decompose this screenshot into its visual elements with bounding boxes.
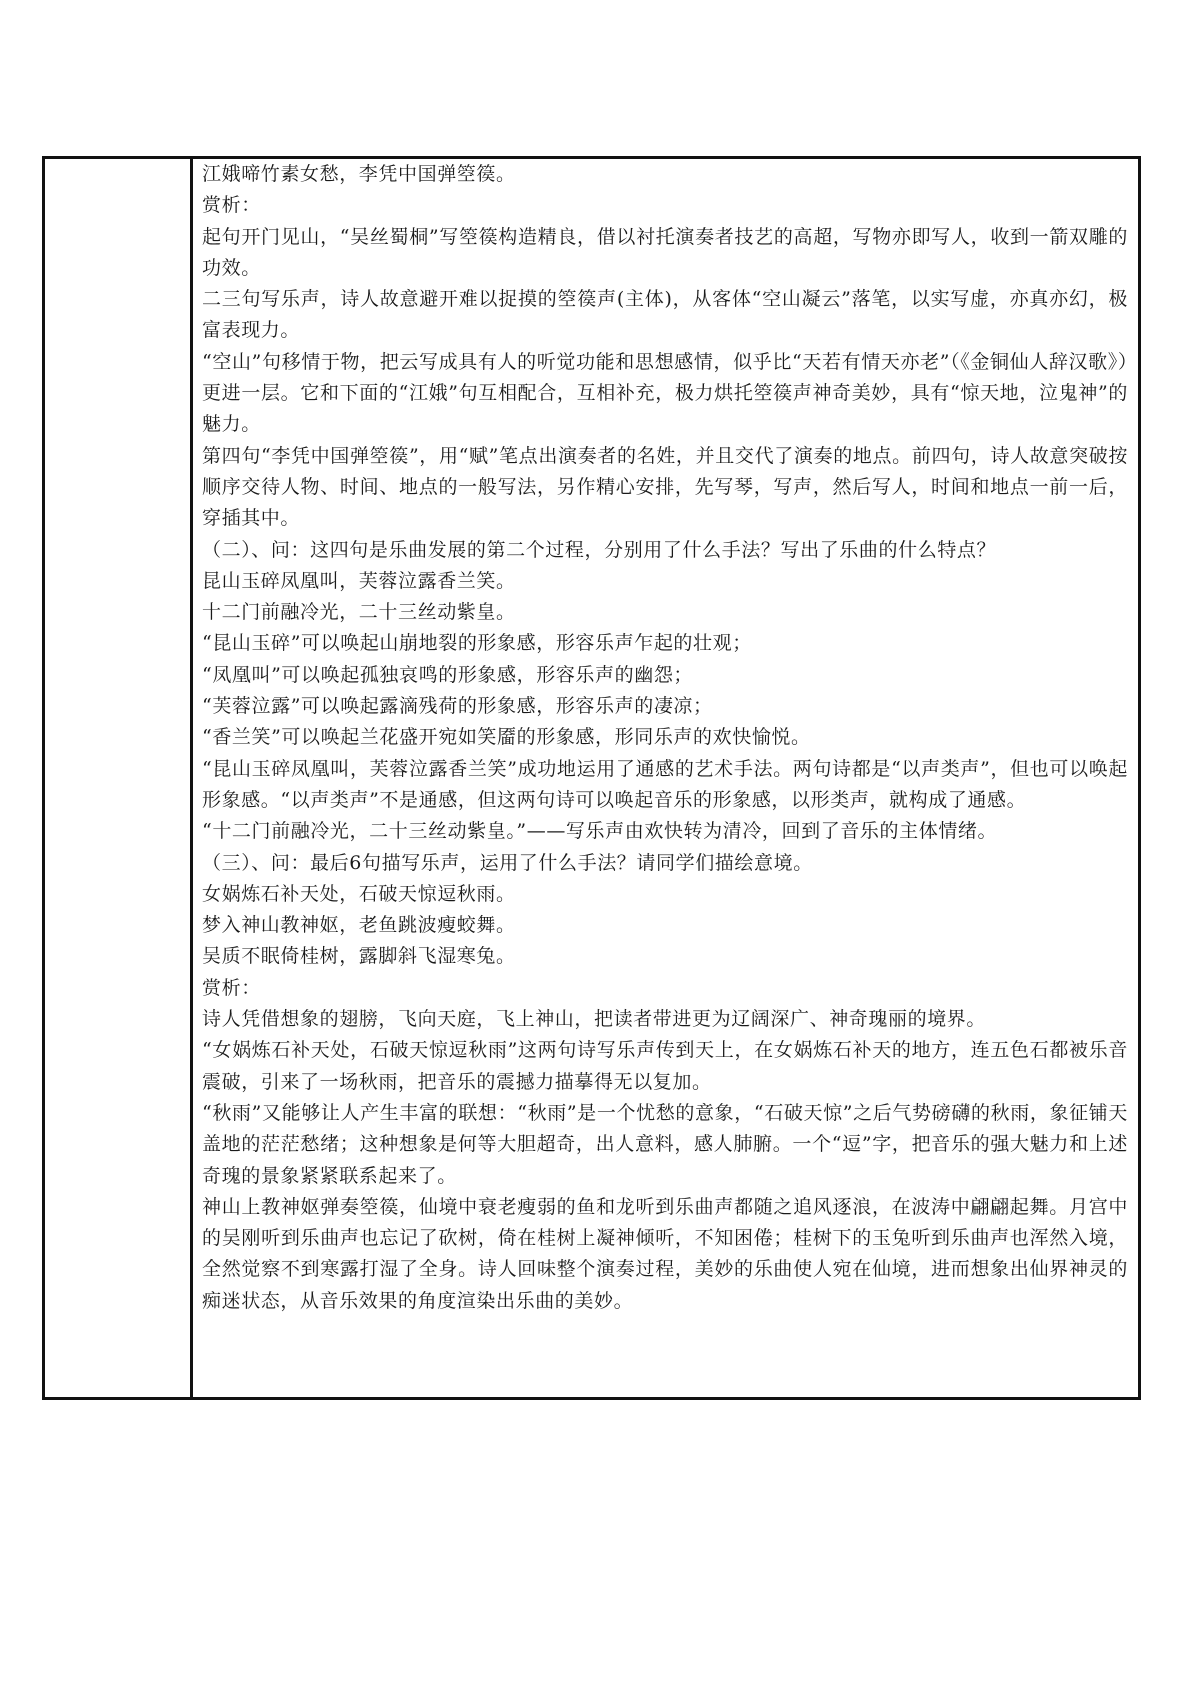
paragraph: “昆山玉碎”可以唤起山崩地裂的形象感，形容乐声乍起的壮观；	[202, 632, 752, 655]
paragraph: “芙蓉泣露”可以唤起露滴残荷的形象感，形容乐声的凄凉；	[202, 695, 713, 718]
left-column-cell	[45, 159, 193, 1397]
paragraph: 神山上教神妪弹奏箜篌，仙境中衰老瘦弱的鱼和龙听到乐曲声都随之追风逐浪，在波涛中翩翩起舞。月宫中的吴刚听到乐曲声也忘记了砍树，倚在桂树上凝神倾听，不知困倦；桂树下的玉兔听到乐曲声也浑然入境，全然觉察不到寒露打湿了全身。诗人回味整个演奏过程，美妙的乐曲使人宛在仙境，进而想象出仙界神灵的痴迷状态，从音乐效果的角度渲染出乐曲的美妙。	[202, 1195, 1128, 1312]
paragraph: （二）、问：这四句是乐曲发展的第二个过程，分别用了什么手法？写出了乐曲的什么特点？	[202, 538, 997, 561]
right-column-cell	[193, 159, 1138, 1397]
paragraph: 梦入神山教神妪，老鱼跳波瘦蛟舞。	[202, 914, 516, 937]
paragraph: 第四句“李凭中国弹箜篌”，用“赋”笔点出演奏者的名姓，并且交代了演奏的地点。前四句，诗人故意突破按顺序交待人物、时间、地点的一般写法，另作精心安排，先写琴，写声，然后写人，时间和地点一前一后，穿插其中。	[202, 444, 1128, 530]
paragraph: “十二门前融冷光，二十三丝动紫皇。”——写乐声由欢快转为清冷，回到了音乐的主体情绪。	[202, 820, 998, 843]
paragraph: 十二门前融冷光，二十三丝动紫皇。	[202, 601, 516, 624]
paragraph: “香兰笑”可以唤起兰花盛开宛如笑靥的形象感，形同乐声的欢快愉悦。	[202, 726, 811, 749]
analysis-text	[202, 159, 1128, 1317]
paragraph: 昆山玉碎凤凰叫，芙蓉泣露香兰笑。	[202, 569, 516, 592]
paragraph: “空山”句移情于物，把云写成具有人的听觉功能和思想感情，似乎比“天若有情天亦老”（《金铜仙人辞汉歌》）更进一层。它和下面的“江娥”句互相配合，互相补充，极力烘托箜篌声神奇美妙，具有“惊天地，泣鬼神”的魅力。	[202, 350, 1128, 436]
paragraph: “女娲炼石补天处，石破天惊逗秋雨”这两句诗写乐声传到天上，在女娲炼石补天的地方，连五色石都被乐音震破，引来了一场秋雨，把音乐的震撼力描摹得无以复加。	[202, 1039, 1128, 1093]
content-table	[42, 156, 1141, 1400]
paragraph: 二三句写乐声，诗人故意避开难以捉摸的箜篌声(主体)，从客体“空山凝云”落笔，以实写虚，亦真亦幻，极富表现力。	[202, 288, 1128, 342]
paragraph: 江娥啼竹素女愁，李凭中国弹箜篌。	[202, 163, 516, 185]
paragraph: 女娲炼石补天处，石破天惊逗秋雨。	[202, 882, 516, 905]
paragraph: 赏析：	[202, 976, 261, 999]
paragraph: （三）、问：最后6句描写乐声，运用了什么手法？请同学们描绘意境。	[202, 851, 813, 874]
paragraph: “秋雨”又能够让人产生丰富的联想：“秋雨”是一个忧愁的意象，“石破天惊”之后气势磅礴的秋雨，象征铺天盖地的茫茫愁绪；这种想象是何等大胆超奇，出人意料，感人肺腑。一个“逗”字，把音乐的强大魅力和上述奇瑰的景象紧紧联系起来了。	[202, 1101, 1128, 1187]
paragraph: “昆山玉碎凤凰叫，芙蓉泣露香兰笑”成功地运用了通感的艺术手法。两句诗都是“以声类声”，但也可以唤起形象感。“以声类声”不是通感，但这两句诗可以唤起音乐的形象感，以形类声，就构成了通感。	[202, 757, 1128, 811]
paragraph: “凤凰叫”可以唤起孤独哀鸣的形象感，形容乐声的幽怨；	[202, 663, 694, 686]
paragraph: 诗人凭借想象的翅膀，飞向天庭，飞上神山，把读者带进更为辽阔深广、神奇瑰丽的境界。	[202, 1008, 987, 1031]
paragraph: 起句开门见山，“吴丝蜀桐”写箜篌构造精良，借以衬托演奏者技艺的高超，写物亦即写人，收到一箭双雕的功效。	[202, 225, 1128, 279]
paragraph: 赏析：	[202, 194, 261, 217]
paragraph: 吴质不眠倚桂树，露脚斜飞湿寒兔。	[202, 945, 516, 968]
